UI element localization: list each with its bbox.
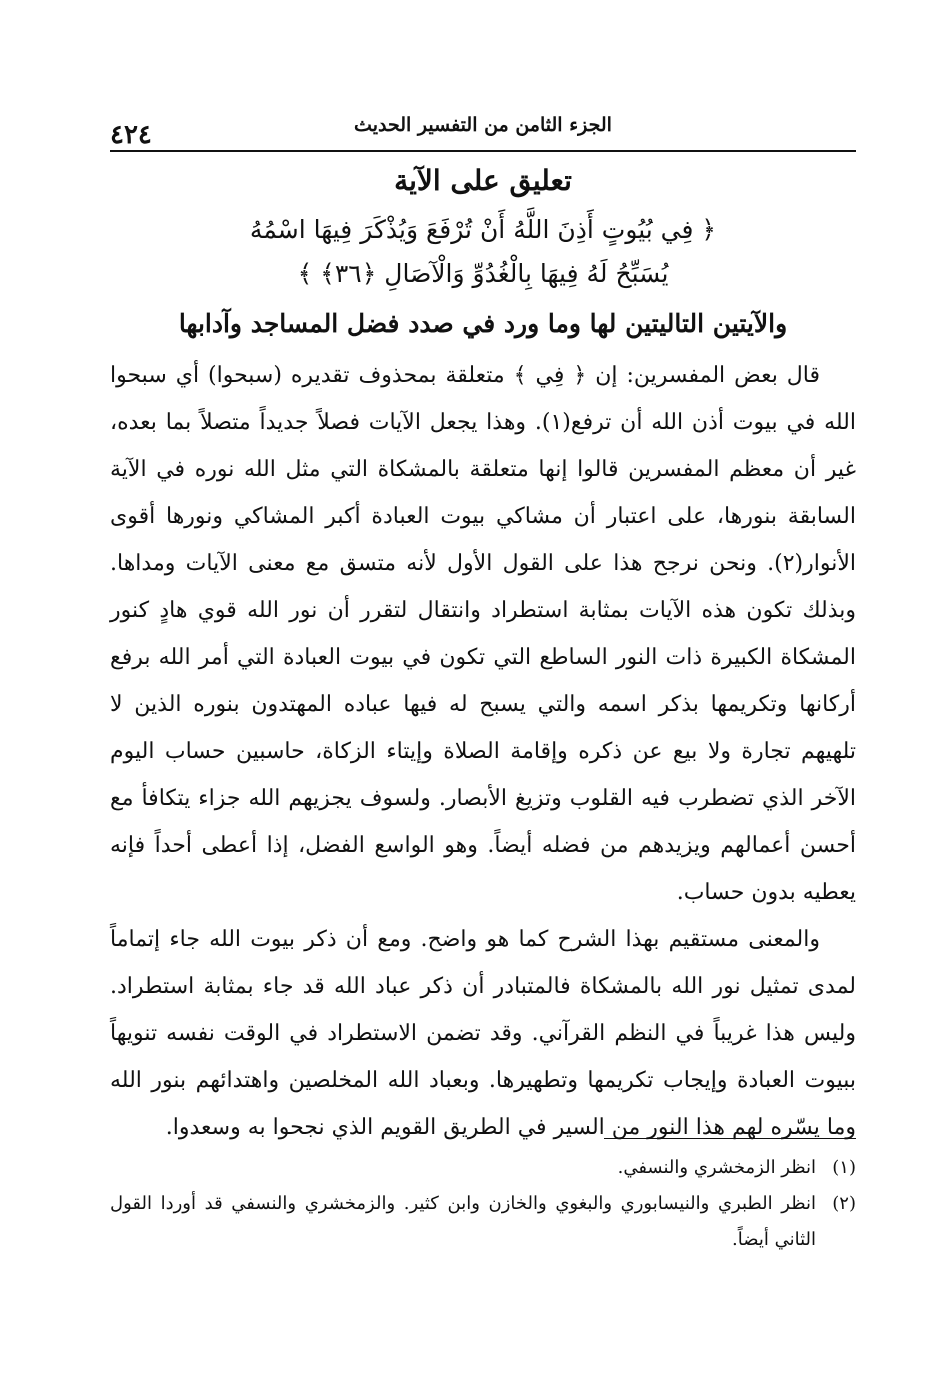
footnote-marker: (١) [832,1157,856,1178]
section-title: تعليق على الآية [394,164,572,197]
footnote-divider [604,1138,856,1139]
body-text [110,352,856,1151]
paragraph-1: قال بعض المفسرين: إن ﴿ فِي ﴾ متعلقة بمحذوف تقديره (سبحوا) أي سبحوا الله في بيوت أذن الله أن ترفع(١). وهذا يجعل الآيات فصلاً جديداً متصلاً بما بعده، غير أن معظم المفسرين قالوا إنها متعلقة بالمشكاة التي مثل الله نوره في الآية السابقة بنورها، على اعتبار أن مشاكي بيوت العبادة أكبر المشاكي ونورها أقوى الأنوار(٢). ونحن نرجح هذا على القول الأول لأنه متسق مع معنى الآيات ومداها. وبذلك تكون هذه الآيات بمثابة استطراد وانتقال لتقرر أن نور الله قوي هادٍ كنور المشكاة الكبيرة ذات النور الساطع التي تكون في بيوت العبادة التي أمر الله برفع أركانها وتكريمها بذكر اسمه والتي يسبح له فيها عباده المهتدون بنوره الذين لا تلهيهم تجارة ولا بيع عن ذكره وإقامة الصلاة وإيتاء الزكاة، حاسبين حساب اليوم الآخر الذي تضطرب فيه القلوب وتزيغ الأبصار. ولسوف يجزيهم الله جزاء يتكافأ مع أحسن أعمالهم ويزيدهم من فضله أيضاً. وهو الواسع الفضل، إذا أعطى أحداً فإنه يعطيه بدون حساب. [110,363,856,905]
footnote-text: انظر الزمخشري والنسفي. [617,1157,816,1178]
footnote-1 [110,1150,856,1186]
header-title: الجزء الثامن من التفسير الحديث [354,114,612,136]
section-subtitle: والآيتين التاليتين لها وما ورد في صدد فضل المساجد وآدابها [178,309,788,338]
quran-verse-line-1: ﴿ فِي بُيُوتٍ أَذِنَ اللَّهُ أَنْ تُرْفَعَ وَيُذْكَرَ فِيهَا اسْمُهُ [249,215,717,244]
running-header [110,112,856,152]
paragraph-2: والمعنى مستقيم بهذا الشرح كما هو واضح. ومع أن ذكر بيوت الله جاء إتماماً لمدى تمثيل نور الله بالمشكاة فالمتبادر أن ذكر عباد الله قد جاء بمثابة استطراد. وليس هذا غريباً في النظم القرآني. وقد تضمن الاستطراد في الوقت نفسه تنويهاً ببيوت العبادة وإيجاب تكريمها وتطهيرها. وبعباد الله المخلصين واهتدائهم بنور الله وما يسّره لهم هذا النور من السير في الطريق القويم الذي نجحوا به وسعدوا. [110,927,856,1140]
footnote-marker: (٢) [832,1193,856,1214]
footnote-text: انظر الطبري والنيسابوري والبغوي والخازن وابن كثير. والزمخشري والنسفي قد أوردا القول الثاني أيضاً. [110,1193,816,1250]
quran-verse-line-2: يُسَبِّحُ لَهُ فِيهَا بِالْغُدُوِّ وَالْآصَالِ ﴿٣٦﴾ ﴾ [297,259,669,288]
page-number: ٤٢٤ [110,120,152,150]
footnotes [110,1150,856,1258]
footnote-2 [110,1186,856,1258]
